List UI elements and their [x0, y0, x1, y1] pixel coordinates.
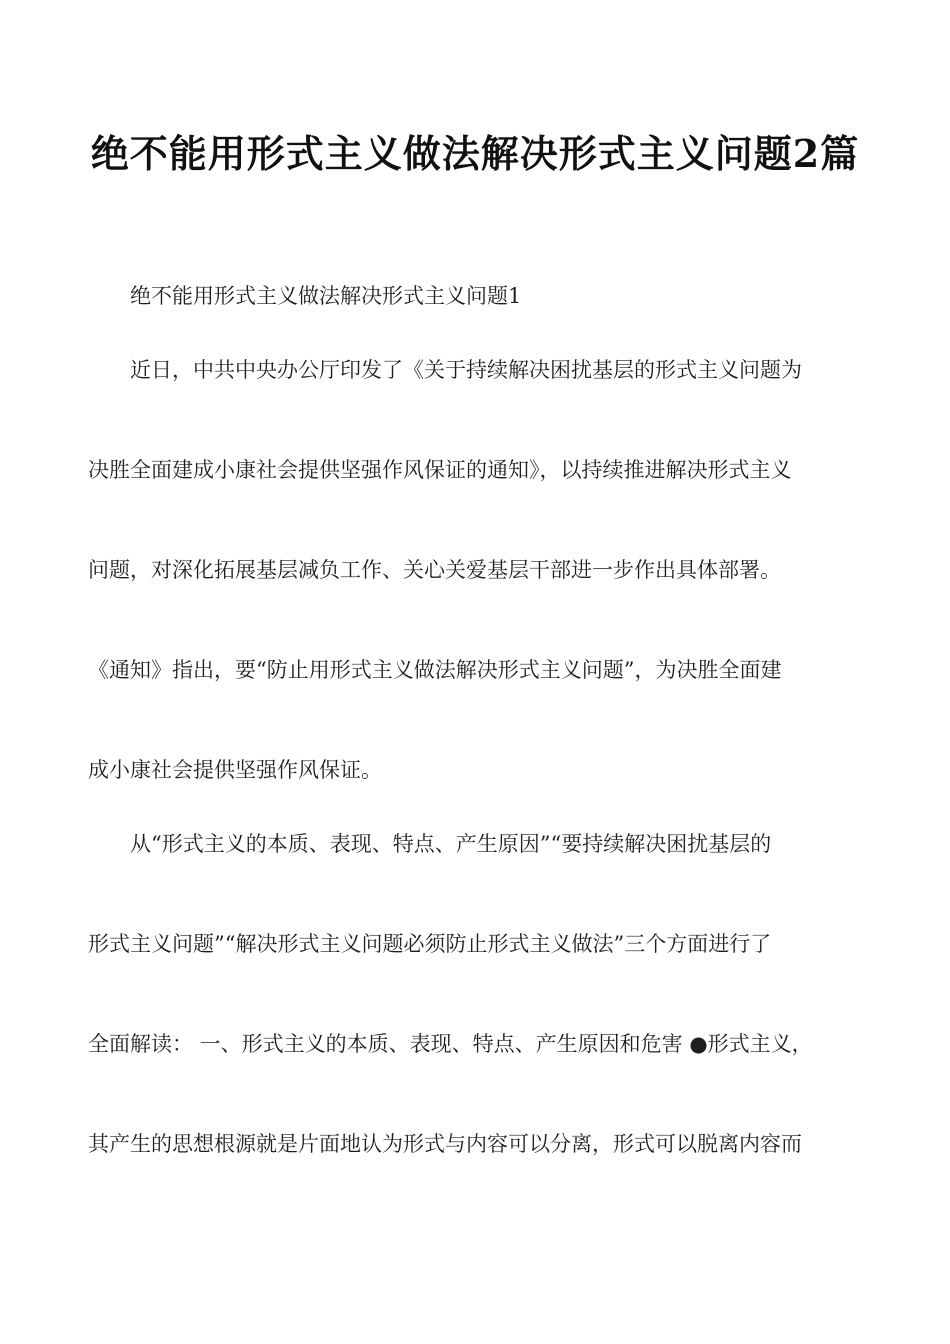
paragraph-line: 形式主义问题”“解决形式主义问题必须防止形式主义做法”三个方面进行了	[88, 932, 772, 956]
document-title: 绝不能用形式主义做法解决形式主义问题2篇	[90, 131, 860, 176]
paragraph-line: 全面解读： 一、形式主义的本质、表现、特点、产生原因和危害 ●形式主义，	[88, 1032, 813, 1056]
paragraph-line: 从“形式主义的本质、表现、特点、产生原因”“要持续解决困扰基层的	[130, 832, 772, 856]
paragraph-line: 问题，对深化拓展基层减负工作、关心关爱基层干部进一步作出具体部署。	[88, 558, 781, 582]
paragraph-line: 决胜全面建成小康社会提供坚强作风保证的通知》，以持续推进解决形式主义	[88, 458, 792, 482]
paragraph-line: 《通知》指出，要“防止用形式主义做法解决形式主义问题”，为决胜全面建	[88, 658, 782, 682]
paragraph-line: 成小康社会提供坚强作风保证。	[88, 758, 382, 782]
paragraph-line: 近日，中共中央办公厅印发了《关于持续解决困扰基层的形式主义问题为	[130, 358, 802, 382]
paragraph-line: 其产生的思想根源就是片面地认为形式与内容可以分离，形式可以脱离内容而	[88, 1132, 802, 1156]
section-heading: 绝不能用形式主义做法解决形式主义问题1	[130, 284, 522, 308]
